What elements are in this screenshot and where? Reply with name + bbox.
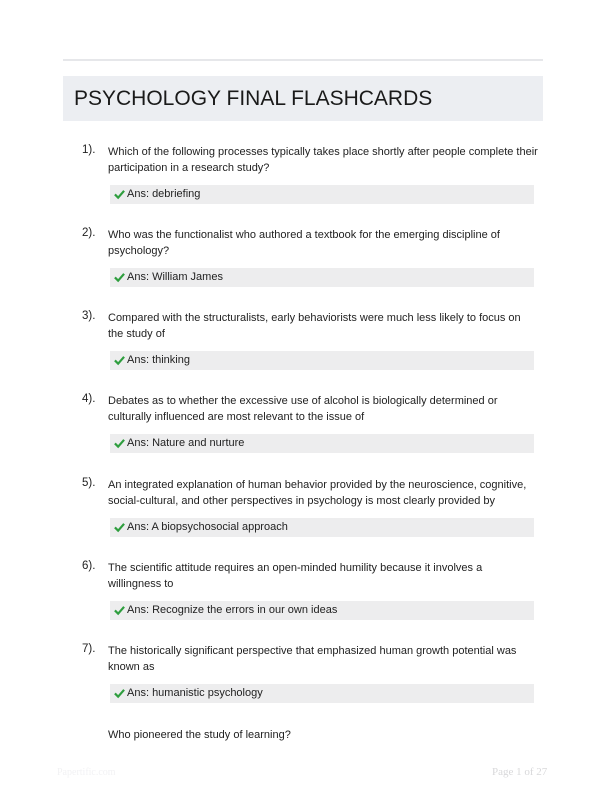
card-number: 3). — [82, 310, 96, 322]
card-answer — [110, 351, 534, 370]
answer-text: Ans: humanistic psychology — [127, 687, 263, 699]
card-question: Compared with the structuralists, early behaviorists were much less likely to focus on the study of — [108, 312, 521, 340]
answer-text: Ans: debriefing — [127, 188, 201, 200]
check-icon — [114, 437, 125, 449]
check-icon — [114, 687, 125, 699]
top-divider — [63, 59, 543, 61]
page-number: Page 1 of 27 — [492, 766, 548, 778]
check-icon — [114, 188, 125, 200]
card-question: Who was the functionalist who authored a textbook for the emerging discipline of psychology? — [108, 229, 500, 257]
check-icon — [114, 521, 125, 533]
card-answer — [110, 268, 534, 287]
check-icon — [114, 604, 125, 616]
card-number: 6). — [82, 560, 96, 572]
title-bar — [63, 76, 543, 121]
footer-site: Papertific.com — [57, 767, 116, 778]
card-question: Which of the following processes typically takes place shortly after people complete their participation in a research study? — [108, 146, 538, 174]
card-question: The scientific attitude requires an open-minded humility because it involves a willingness to — [108, 562, 483, 590]
card-answer — [110, 684, 534, 703]
answer-text: Ans: A biopsychosocial approach — [127, 521, 288, 533]
card-number: 1). — [82, 144, 96, 156]
card-answer — [110, 434, 534, 453]
answer-text: Ans: thinking — [127, 354, 190, 366]
card-answer — [110, 185, 534, 204]
check-icon — [114, 271, 125, 283]
card-question: Debates as to whether the excessive use of alcohol is biologically determined or culturally influenced are most relevant to the issue of — [108, 395, 498, 423]
answer-text: Ans: Recognize the errors in our own ideas — [127, 604, 338, 616]
answer-text: Ans: Nature and nurture — [127, 437, 245, 449]
page-title: PSYCHOLOGY FINAL FLASHCARDS — [74, 87, 433, 110]
card-question: An integrated explanation of human behavior provided by the neuroscience, cognitive, social-cultural, and other perspectives in psychology is most clearly provided by — [108, 479, 527, 507]
next-question: Who pioneered the study of learning? — [108, 729, 291, 741]
card-number: 7). — [82, 643, 96, 655]
card-number: 5). — [82, 477, 96, 489]
card-answer — [110, 601, 534, 620]
card-number: 4). — [82, 393, 96, 405]
card-question: The historically significant perspective that emphasized human growth potential was known as — [108, 645, 517, 673]
card-answer — [110, 518, 534, 537]
check-icon — [114, 354, 125, 366]
answer-text: Ans: William James — [127, 271, 223, 283]
card-number: 2). — [82, 227, 96, 239]
